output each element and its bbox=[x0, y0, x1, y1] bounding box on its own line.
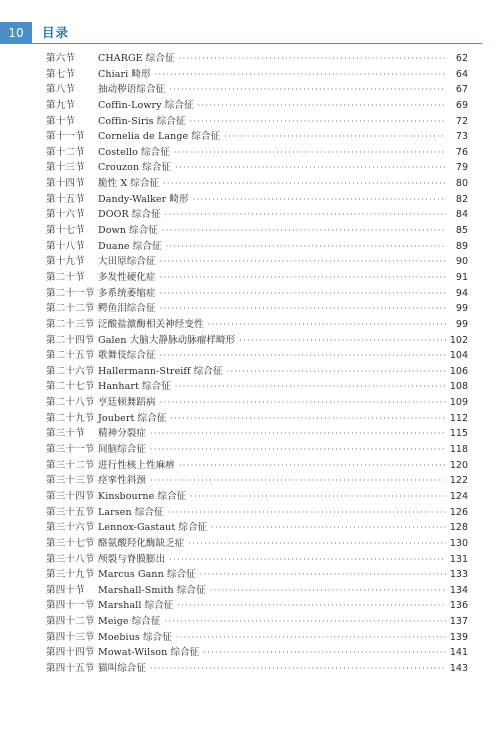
toc-entry-title: Chiari 畸形 bbox=[98, 68, 151, 80]
toc-entry-title: DOOR 综合征 bbox=[98, 209, 161, 221]
toc-page-number: 115 bbox=[449, 428, 468, 440]
toc-entry[interactable] bbox=[46, 645, 468, 661]
toc-entry[interactable] bbox=[46, 614, 468, 630]
toc-section-number: 第二十七节 bbox=[46, 381, 95, 393]
dot-leader bbox=[239, 333, 446, 349]
toc-section-number: 第三十八节 bbox=[46, 553, 95, 565]
toc-entry[interactable] bbox=[46, 239, 468, 255]
toc-page-number: 108 bbox=[449, 381, 468, 393]
toc-page-number: 109 bbox=[449, 397, 468, 409]
toc-page-number: 99 bbox=[455, 303, 468, 315]
toc-entry-title: 痉挛性斜颈 bbox=[98, 475, 147, 487]
toc-entry-title: 精神分裂症 bbox=[98, 428, 147, 440]
toc-entry-title: Duane 综合征 bbox=[98, 240, 162, 252]
toc-entry-title: Galen 大脑大静脉动脉瘤样畸形 bbox=[98, 334, 236, 346]
toc-entry[interactable] bbox=[46, 145, 468, 161]
toc-section-number: 第十四节 bbox=[46, 178, 85, 190]
toc-section-number: 第二十九节 bbox=[46, 412, 95, 424]
toc-entry[interactable] bbox=[46, 442, 468, 458]
header-divider bbox=[32, 43, 482, 44]
toc-entry[interactable] bbox=[46, 364, 468, 380]
toc-entry[interactable] bbox=[46, 82, 468, 98]
page-header bbox=[0, 22, 500, 44]
dot-leader bbox=[208, 317, 446, 333]
toc-page-number: 122 bbox=[449, 475, 468, 487]
toc-page-number: 120 bbox=[449, 459, 468, 471]
toc-section-number: 第十一节 bbox=[46, 131, 85, 143]
toc-entry[interactable] bbox=[46, 426, 468, 442]
toc-entry-title: Lennox-Gastaut 综合征 bbox=[98, 522, 208, 534]
toc-page-number: 106 bbox=[449, 365, 468, 377]
toc-entry[interactable] bbox=[46, 661, 468, 677]
dot-leader bbox=[163, 176, 446, 192]
toc-entry-title: Costello 综合征 bbox=[98, 146, 170, 158]
toc-entry-title: Hallermann-Streiff 综合征 bbox=[98, 365, 223, 377]
toc-entry[interactable] bbox=[46, 333, 468, 349]
toc-entry[interactable] bbox=[46, 129, 468, 145]
toc-entry[interactable] bbox=[46, 67, 468, 83]
toc-page-number: 118 bbox=[449, 444, 468, 456]
toc-entry[interactable] bbox=[46, 114, 468, 130]
toc-entry-title: Moebius 综合征 bbox=[98, 631, 172, 643]
page-number: 10 bbox=[0, 22, 32, 44]
toc-entry-title: 脆性 X 综合征 bbox=[98, 178, 160, 190]
toc-section-number: 第十二节 bbox=[46, 146, 85, 158]
dot-leader bbox=[168, 505, 446, 521]
dot-leader bbox=[193, 192, 446, 208]
dot-leader bbox=[150, 426, 446, 442]
toc-entry[interactable] bbox=[46, 395, 468, 411]
toc-entry[interactable] bbox=[46, 379, 468, 395]
toc-page-number: 126 bbox=[449, 506, 468, 518]
toc-entry-title: 进行性核上性麻痹 bbox=[98, 459, 175, 471]
dot-leader bbox=[175, 160, 446, 176]
toc-page-number: 91 bbox=[455, 271, 468, 283]
toc-entry[interactable] bbox=[46, 270, 468, 286]
toc-entry[interactable] bbox=[46, 489, 468, 505]
toc-entry-title: 亨廷顿舞蹈病 bbox=[98, 397, 156, 409]
dot-leader bbox=[190, 114, 446, 130]
toc-page-number: 124 bbox=[449, 490, 468, 502]
toc-entry[interactable] bbox=[46, 567, 468, 583]
dot-leader bbox=[160, 286, 446, 302]
dot-leader bbox=[210, 583, 446, 599]
toc-page-number: 67 bbox=[455, 84, 468, 96]
toc-entry-title: 多系统萎缩症 bbox=[98, 287, 156, 299]
toc-page-number: 102 bbox=[449, 334, 468, 346]
dot-leader bbox=[176, 630, 446, 646]
toc-section-number: 第三十节 bbox=[46, 428, 85, 440]
dot-leader bbox=[174, 145, 446, 161]
dot-leader bbox=[165, 207, 446, 223]
toc-section-number: 第三十六节 bbox=[46, 522, 95, 534]
toc-entry-title: 间脑综合征 bbox=[98, 444, 147, 456]
toc-entry[interactable] bbox=[46, 583, 468, 599]
dot-leader bbox=[203, 645, 446, 661]
section-title: 目录 bbox=[42, 25, 70, 40]
toc-page-number: 137 bbox=[449, 616, 468, 628]
dot-leader bbox=[169, 82, 446, 98]
toc-page-number: 62 bbox=[455, 53, 468, 64]
dot-leader bbox=[175, 379, 446, 395]
dot-leader bbox=[179, 51, 446, 67]
toc-entry-title: Crouzon 综合征 bbox=[98, 162, 172, 174]
toc-entry-title: Joubert 综合征 bbox=[98, 412, 167, 424]
toc-entry-title: Kinsbourne 综合征 bbox=[98, 490, 187, 502]
dot-leader bbox=[177, 598, 445, 614]
toc-entry[interactable] bbox=[46, 630, 468, 646]
toc-page-number: 143 bbox=[449, 662, 468, 674]
dot-leader bbox=[150, 661, 446, 677]
toc-page-number: 99 bbox=[455, 318, 468, 330]
toc-page-number: 85 bbox=[455, 225, 468, 237]
toc-section-number: 第七节 bbox=[46, 68, 76, 80]
toc-entry[interactable] bbox=[46, 301, 468, 317]
toc-page-number: 72 bbox=[455, 115, 468, 127]
toc-entry-title: Down 综合征 bbox=[98, 225, 158, 237]
toc-entry-title: 抽动秽语综合征 bbox=[98, 84, 166, 96]
dot-leader bbox=[179, 458, 446, 474]
toc-entry[interactable] bbox=[46, 317, 468, 333]
toc-section-number: 第十五节 bbox=[46, 193, 85, 205]
toc-section-number: 第三十三节 bbox=[46, 475, 95, 487]
toc-section-number: 第三十一节 bbox=[46, 444, 95, 456]
toc-section-number: 第三十四节 bbox=[46, 490, 95, 502]
toc-page-number: 90 bbox=[455, 256, 468, 268]
toc-entry-title: 鳄鱼泪综合征 bbox=[98, 303, 156, 315]
toc-entry[interactable] bbox=[46, 160, 468, 176]
toc-entry-title: 猫叫综合征 bbox=[98, 662, 147, 674]
toc-entry[interactable] bbox=[46, 458, 468, 474]
dot-leader bbox=[160, 348, 446, 364]
toc-section-number: 第三十二节 bbox=[46, 459, 95, 471]
toc-section-number: 第二十六节 bbox=[46, 365, 95, 377]
toc-section-number: 第四十三节 bbox=[46, 631, 95, 643]
dot-leader bbox=[160, 270, 446, 286]
dot-leader bbox=[166, 239, 446, 255]
dot-leader bbox=[150, 442, 446, 458]
toc-page-number: 64 bbox=[455, 68, 468, 80]
toc-entry[interactable] bbox=[46, 51, 468, 67]
toc-section-number: 第二十一节 bbox=[46, 287, 95, 299]
toc-entry[interactable] bbox=[46, 207, 468, 223]
toc-section-number: 第三十九节 bbox=[46, 569, 95, 581]
dot-leader bbox=[160, 301, 446, 317]
toc-section-number: 第九节 bbox=[46, 99, 76, 111]
toc-entry-title: Dandy-Walker 畸形 bbox=[98, 193, 189, 205]
toc-page-number: 84 bbox=[455, 209, 468, 221]
toc-page-number: 130 bbox=[449, 537, 468, 549]
toc-entry[interactable] bbox=[46, 552, 468, 568]
dot-leader bbox=[190, 489, 446, 505]
toc-page-number: 104 bbox=[449, 350, 468, 362]
toc-section-number: 第十八节 bbox=[46, 240, 85, 252]
toc-section-number: 第十九节 bbox=[46, 256, 85, 268]
toc-section-number: 第八节 bbox=[46, 84, 76, 96]
toc-entry[interactable] bbox=[46, 520, 468, 536]
toc-entry-title: Cornelia de Lange 综合征 bbox=[98, 131, 221, 143]
toc-page-number: 112 bbox=[449, 412, 468, 424]
toc-page-number: 128 bbox=[449, 522, 468, 534]
toc-entry-title: Coffin-Lowry 综合征 bbox=[98, 99, 194, 111]
toc-entry[interactable] bbox=[46, 286, 468, 302]
toc-section-number: 第六节 bbox=[46, 53, 76, 64]
toc-entry-title: 大田原综合征 bbox=[98, 256, 156, 268]
dot-leader bbox=[188, 536, 445, 552]
toc-entry[interactable] bbox=[46, 536, 468, 552]
toc-page-number: 82 bbox=[455, 193, 468, 205]
toc-section-number: 第二十四节 bbox=[46, 334, 95, 346]
toc-entry[interactable] bbox=[46, 254, 468, 270]
dot-leader bbox=[198, 98, 446, 114]
toc-entry-title: Larsen 综合征 bbox=[98, 506, 164, 518]
toc-page-number: 139 bbox=[449, 631, 468, 643]
toc-section-number: 第二十八节 bbox=[46, 397, 95, 409]
toc-entry-title: 歌舞伎综合征 bbox=[98, 350, 156, 362]
toc-page-number: 69 bbox=[455, 99, 468, 111]
toc-section-number: 第四十节 bbox=[46, 584, 85, 596]
toc-page-number: 133 bbox=[449, 569, 468, 581]
dot-leader bbox=[150, 473, 446, 489]
dot-leader bbox=[224, 129, 446, 145]
table-of-contents bbox=[46, 51, 468, 677]
dot-leader bbox=[165, 614, 446, 630]
toc-entry[interactable] bbox=[46, 473, 468, 489]
toc-section-number: 第二十五节 bbox=[46, 350, 95, 362]
dot-leader bbox=[155, 67, 446, 83]
toc-page-number: 73 bbox=[455, 131, 468, 143]
toc-section-number: 第四十四节 bbox=[46, 647, 95, 659]
toc-section-number: 第二十节 bbox=[46, 271, 85, 283]
toc-entry-title: 泛酸盐激酶相关神经变性 bbox=[98, 318, 204, 330]
toc-entry-title: CHARGE 综合征 bbox=[98, 53, 175, 64]
toc-section-number: 第四十五节 bbox=[46, 662, 95, 674]
toc-entry-title: Marcus Gann 综合征 bbox=[98, 569, 196, 581]
toc-page-number: 80 bbox=[455, 178, 468, 190]
toc-page-number: 134 bbox=[449, 584, 468, 596]
dot-leader bbox=[169, 552, 446, 568]
toc-entry-title: Meige 综合征 bbox=[98, 616, 161, 628]
toc-section-number: 第十七节 bbox=[46, 225, 85, 237]
toc-section-number: 第三十七节 bbox=[46, 537, 95, 549]
toc-entry-title: Hanhart 综合征 bbox=[98, 381, 171, 393]
toc-entry[interactable] bbox=[46, 505, 468, 521]
toc-section-number: 第四十二节 bbox=[46, 616, 95, 628]
toc-page-number: 131 bbox=[449, 553, 468, 565]
toc-entry-title: Marshall 综合征 bbox=[98, 600, 174, 612]
toc-section-number: 第三十五节 bbox=[46, 506, 95, 518]
toc-page-number: 94 bbox=[455, 287, 468, 299]
toc-section-number: 第十六节 bbox=[46, 209, 85, 221]
dot-leader bbox=[170, 411, 446, 427]
toc-page-number: 89 bbox=[455, 240, 468, 252]
toc-entry[interactable] bbox=[46, 598, 468, 614]
toc-entry[interactable] bbox=[46, 192, 468, 208]
toc-entry[interactable] bbox=[46, 348, 468, 364]
toc-section-number: 第二十二节 bbox=[46, 303, 95, 315]
dot-leader bbox=[160, 395, 446, 411]
toc-entry-title: 酪氨酸羟化酶缺乏症 bbox=[98, 537, 185, 549]
toc-entry-title: Mowat-Wilson 综合征 bbox=[98, 647, 200, 659]
toc-entry[interactable] bbox=[46, 223, 468, 239]
dot-leader bbox=[162, 223, 446, 239]
toc-entry[interactable] bbox=[46, 176, 468, 192]
dot-leader bbox=[160, 254, 446, 270]
toc-section-number: 第十三节 bbox=[46, 162, 85, 174]
toc-entry[interactable] bbox=[46, 98, 468, 114]
toc-page-number: 141 bbox=[449, 647, 468, 659]
toc-page-number: 79 bbox=[455, 162, 468, 174]
toc-entry-title: Marshall-Smith 综合征 bbox=[98, 584, 206, 596]
dot-leader bbox=[211, 520, 446, 536]
toc-entry-title: 颅裂与脊膜膨出 bbox=[98, 553, 166, 565]
toc-section-number: 第十节 bbox=[46, 115, 76, 127]
toc-section-number: 第二十三节 bbox=[46, 318, 95, 330]
toc-section-number: 第四十一节 bbox=[46, 600, 95, 612]
toc-entry-title: Coffin-Siris 综合征 bbox=[98, 115, 186, 127]
dot-leader bbox=[200, 567, 446, 583]
toc-entry[interactable] bbox=[46, 411, 468, 427]
toc-page-number: 136 bbox=[449, 600, 468, 612]
dot-leader bbox=[227, 364, 446, 380]
toc-entry-title: 多发性硬化症 bbox=[98, 271, 156, 283]
toc-page-number: 76 bbox=[455, 146, 468, 158]
